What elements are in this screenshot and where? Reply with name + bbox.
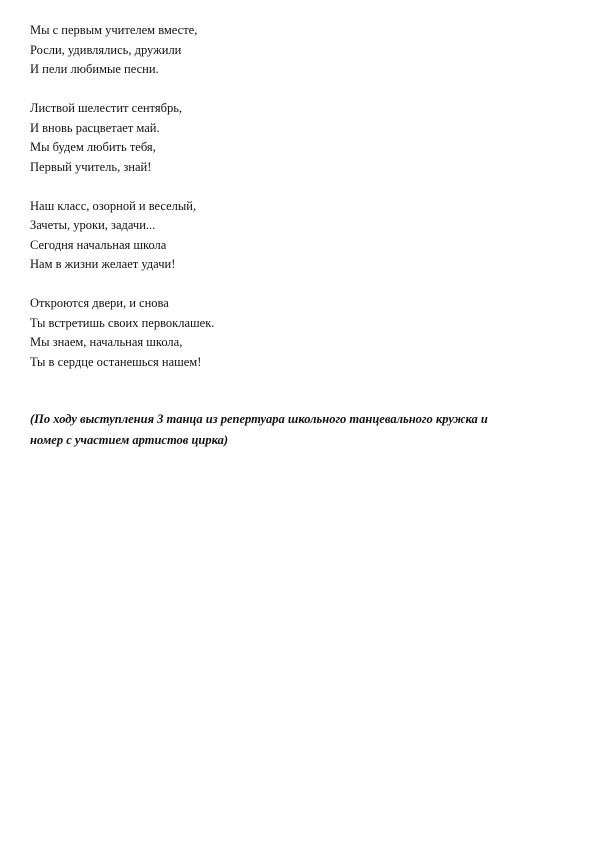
poem-line: И вновь расцветает май. [30,120,160,135]
poem-line: Наш класс, озорной и веселый, [30,198,197,213]
poem-line: Зачеты, уроки, задачи... [30,218,156,232]
poem-line: Листвой шелестит сентябрь, [30,101,183,115]
poem-line: Нам в жизни желает удачи! [30,257,176,271]
poem-line: Мы знаем, начальная школа, [30,335,183,349]
poem-line: Первый учитель, знай! [30,159,152,174]
stanza-1 [30,21,570,80]
poem-line: Сегодня начальная школа [30,237,167,252]
poem-line: Мы будем любить тебя, [30,140,156,154]
stanza-2 [30,99,570,177]
stage-direction [30,409,570,451]
stage-direction-line: номер с участием артистов цирка) [30,433,229,447]
poem-line: Росли, удивлялись, дружили [30,42,182,57]
stanza-3 [30,197,570,275]
stage-direction-line: (По ходу выступления 3 танца из репертуара школьного танцевального кружка и [30,412,488,426]
stanza-4 [30,294,570,372]
poem-line: Ты в сердце останешься нашем! [30,354,202,369]
poem-line: Мы с первым учителем вместе, [30,23,198,37]
poem-line: Откроются двери, и снова [30,296,169,310]
poem-line: Ты встретишь своих первоклашек. [30,315,215,330]
poem-line: И пели любимые песни. [30,62,159,76]
poem [30,21,570,392]
